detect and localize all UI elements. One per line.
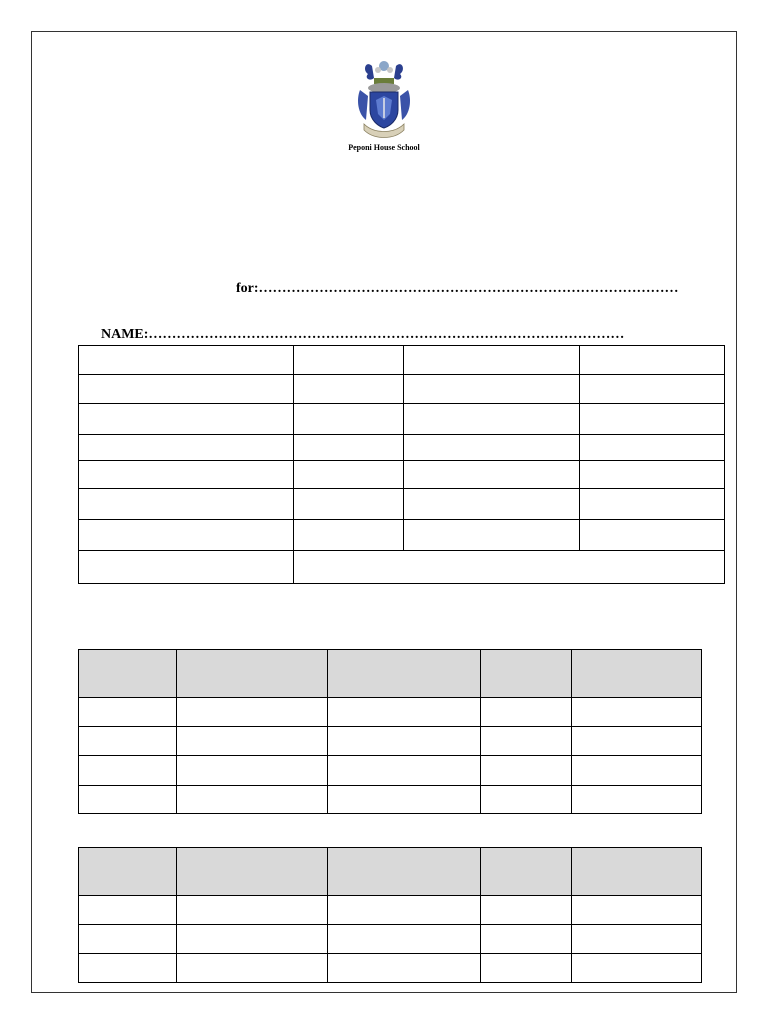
header-cell — [79, 848, 177, 896]
table-cell[interactable] — [79, 461, 294, 489]
grades-table — [78, 649, 702, 814]
header-cell — [177, 650, 328, 698]
table-cell[interactable] — [404, 404, 580, 435]
table-row — [79, 925, 702, 954]
table-cell[interactable] — [79, 404, 294, 435]
table-cell[interactable] — [328, 896, 481, 925]
header-cell — [481, 848, 572, 896]
table-cell[interactable] — [177, 896, 328, 925]
table-cell[interactable] — [79, 727, 177, 756]
table-cell[interactable] — [404, 346, 580, 375]
table-cell[interactable] — [294, 520, 404, 551]
table-cell[interactable] — [294, 461, 404, 489]
table-cell[interactable] — [79, 375, 294, 404]
table-row — [79, 896, 702, 925]
table-cell[interactable] — [79, 435, 294, 461]
table-cell[interactable] — [294, 551, 725, 584]
table-cell[interactable] — [481, 698, 572, 727]
table-row — [79, 786, 702, 814]
table-cell[interactable] — [404, 489, 580, 520]
table-cell[interactable] — [404, 520, 580, 551]
table-cell[interactable] — [580, 520, 725, 551]
table-cell[interactable] — [328, 727, 481, 756]
table-cell[interactable] — [580, 404, 725, 435]
table-cell[interactable] — [481, 756, 572, 786]
table-cell[interactable] — [481, 786, 572, 814]
table-cell[interactable] — [572, 698, 702, 727]
table-cell[interactable] — [79, 896, 177, 925]
table-row — [79, 435, 725, 461]
table-row — [79, 375, 725, 404]
table-row — [79, 551, 725, 584]
table-header-row — [79, 848, 702, 896]
header-cell — [572, 650, 702, 698]
table-cell[interactable] — [177, 925, 328, 954]
table-cell[interactable] — [294, 489, 404, 520]
table-cell[interactable] — [79, 925, 177, 954]
header-cell — [572, 848, 702, 896]
table-cell[interactable] — [79, 520, 294, 551]
table-cell[interactable] — [328, 698, 481, 727]
table-cell[interactable] — [404, 435, 580, 461]
table-cell[interactable] — [580, 461, 725, 489]
for-field-label: for:……………………………………………………………………………… — [236, 281, 679, 296]
table-header-row — [79, 650, 702, 698]
school-name: Peponi House School — [348, 143, 420, 152]
table-cell[interactable] — [177, 698, 328, 727]
table-cell[interactable] — [404, 461, 580, 489]
table-cell[interactable] — [294, 404, 404, 435]
table-cell[interactable] — [79, 698, 177, 727]
table-cell[interactable] — [572, 954, 702, 983]
table-cell[interactable] — [580, 435, 725, 461]
table-cell[interactable] — [572, 756, 702, 786]
table-cell[interactable] — [580, 346, 725, 375]
table-cell[interactable] — [79, 551, 294, 584]
table-row — [79, 520, 725, 551]
header-cell — [79, 650, 177, 698]
table-cell[interactable] — [404, 375, 580, 404]
table-cell[interactable] — [79, 489, 294, 520]
name-field-label: NAME:………………………………………………………………………………………… — [101, 327, 625, 342]
table-cell[interactable] — [572, 896, 702, 925]
table-cell[interactable] — [328, 756, 481, 786]
table-cell[interactable] — [177, 727, 328, 756]
school-crest-icon — [354, 56, 414, 140]
table-cell[interactable] — [177, 786, 328, 814]
table-cell[interactable] — [328, 786, 481, 814]
table-cell[interactable] — [580, 489, 725, 520]
table-cell[interactable] — [328, 925, 481, 954]
table-cell[interactable] — [294, 346, 404, 375]
table-cell[interactable] — [481, 954, 572, 983]
table-row — [79, 727, 702, 756]
table-cell[interactable] — [294, 435, 404, 461]
table-row — [79, 346, 725, 375]
summary-table — [78, 847, 702, 983]
table-cell[interactable] — [572, 786, 702, 814]
header-cell — [328, 650, 481, 698]
table-cell[interactable] — [481, 925, 572, 954]
info-table — [78, 345, 725, 584]
table-row — [79, 489, 725, 520]
table-cell[interactable] — [481, 896, 572, 925]
table-cell[interactable] — [572, 925, 702, 954]
table-cell[interactable] — [294, 375, 404, 404]
table-cell[interactable] — [79, 346, 294, 375]
table-cell[interactable] — [328, 954, 481, 983]
table-cell[interactable] — [572, 727, 702, 756]
header-cell — [481, 650, 572, 698]
table-cell[interactable] — [177, 954, 328, 983]
table-cell[interactable] — [79, 954, 177, 983]
table-row — [79, 698, 702, 727]
table-cell[interactable] — [481, 727, 572, 756]
table-cell[interactable] — [79, 756, 177, 786]
table-cell[interactable] — [79, 786, 177, 814]
table-cell[interactable] — [177, 756, 328, 786]
table-row — [79, 954, 702, 983]
table-row — [79, 756, 702, 786]
header-cell — [328, 848, 481, 896]
table-row — [79, 461, 725, 489]
table-cell[interactable] — [580, 375, 725, 404]
header-cell — [177, 848, 328, 896]
table-row — [79, 404, 725, 435]
